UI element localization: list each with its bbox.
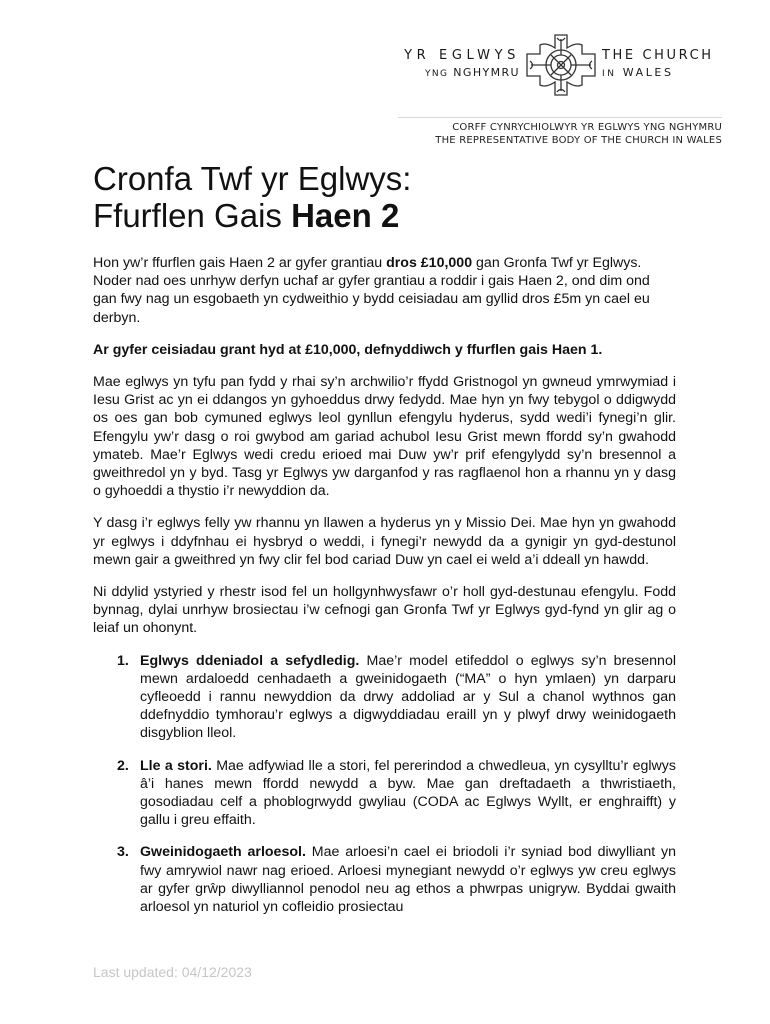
list-text: Mae arloesi’n cael ei briodoli i’r syniad bod diwylliant yn fwy amrywiol nawr nag erioed. Arloesi mynegiant newydd o’r eglwys yw creu eglwys ar gyfer grŵp diwylliannol penodol neu ag ethos a phwrpas unigryw. Byddai gwaith arloesol yn naturiol yn cofleidio prosiectau: [140, 844, 677, 916]
intro-bold: dros £10,000: [386, 255, 473, 271]
english-name-main: WALES: [622, 66, 674, 79]
intro-part1: Hon yw’r ffurflen gais Haen 2 ar gyfer grantiau: [93, 255, 387, 271]
list-heading: Eglwys ddeniadol a sefydledig.: [140, 652, 360, 669]
english-name-line2: [602, 66, 732, 81]
celtic-cross-logo-icon: [526, 34, 596, 96]
list-heading: Gweinidogaeth arloesol.: [140, 844, 306, 861]
body-paragraph-1: Mae eglwys yn tyfu pan fydd y rhai sy’n archwilio’r ffydd Gristnogol yn gwneud ymrwymiad i Iesu Grist ac yn ei ddangos yn gyhoeddus drwy fedydd. Mae hyn yn fwy tebygol o ddigwydd os oes gan bob cymuned eglwys leol gynllun efengylu hyderus, sydd wedi’i fynegi’n glir. Efengylu yw’r dasg o roi gwybod am gariad achubol Iesu Grist mewn ffordd sy’n gwahodd ymateb. Mae’r Eglwys wedi credu erioed mai Duw yw’r prif efengylydd sy’n bresennol a gweithredol yn y byd. Tasg yr Eglwys yw darganfod y ras ragflaenol hon a rhannu yn y dasg o gyhoeddi a thystio i’r newyddion da.: [93, 374, 676, 500]
list-number: 3.: [117, 844, 129, 861]
header-divider: [398, 117, 722, 118]
list-number: 1.: [117, 652, 129, 669]
church-in-wales-header: [398, 34, 728, 94]
intro-part2: gan Gronfa Twf yr Eglwys. Noder nad oes unrhyw derfyn uchaf ar gyfer grantiau a roddir i gais Haen 2, ond dim ond gan fwy nag un esgobaeth yn cydweithio y bydd ceisiadau am gyllid dros £5m yn cael eu derbyn.: [93, 255, 650, 326]
last-updated-footer: Last updated: 04/12/2023: [93, 964, 252, 980]
representative-body-header: [398, 121, 722, 147]
english-name-block: [602, 48, 732, 81]
representative-body-welsh: CORFF CYNRYCHIOLWYR YR EGLWYS YNG NGHYMRU: [452, 122, 722, 133]
welsh-name-line2: [398, 66, 520, 81]
page-title: [93, 160, 411, 234]
list-text: Mae’r model etifeddol o eglwys sy’n bresennol mewn ardaloedd cenhadaeth a gweinidogaeth (“MA” o hyn ymlaen) yn darparu cyfleoedd i rannu newyddion da drwy addoliad ar y Sul a chanol wythnos gan ddefnyddio tymhorau’r eglwys a digwyddiadau eraill yn y plwyf drwy weinidogaeth disgyblion lleol.: [140, 652, 676, 742]
title-line2-bold: Haen 2: [291, 197, 400, 234]
title-line2-prefix: Ffurflen Gais: [93, 197, 292, 234]
tier1-notice: Ar gyfer ceisiadau grant hyd at £10,000, defnyddiwch y ffurflen gais Haen 1.: [93, 341, 603, 358]
body-paragraph-3: Ni ddylid ystyried y rhestr isod fel un hollgynhwysfawr o’r holl gyd-destunau efengylu. Fodd bynnag, dylai unrhyw brosiectau i’w cefnogi gan Gronfa Twf yr Eglwys gyd-fynd yn glir ag o leiaf un ohonynt.: [93, 584, 676, 637]
list-heading: Lle a stori.: [140, 757, 212, 774]
list-item: [93, 843, 676, 916]
list-item: [93, 652, 676, 743]
document-body: [93, 254, 676, 930]
list-number: 2.: [117, 757, 129, 774]
representative-body-english: THE REPRESENTATIVE BODY OF THE CHURCH IN WALES: [435, 135, 722, 146]
welsh-name-small: YNG: [424, 69, 449, 79]
evangelism-contexts-list: [93, 652, 676, 917]
list-text: Mae adfywiad lle a stori, fel pererindod a chwedleua, yn cysylltu’r eglwys â’i hanes mewn ffordd newydd a byw. Mae gan dreftadaeth a thwristiaeth, gosodiadau celf a phoblogrwydd gwyliau (CODA ac Eglwys Wyllt, er enghraifft) y gallu i greu effaith.: [140, 757, 676, 829]
welsh-name-main: NGHYMRU: [453, 66, 520, 79]
english-name-small: IN: [602, 69, 617, 79]
body-paragraph-2: Y dasg i’r eglwys felly yw rhannu yn llawen a hyderus yn y Missio Dei. Mae hyn yn gwahodd yr eglwys i ddyfnhau ei hysbryd o weddi, i fynegi’r newydd da a gynigir yn gyd-destunol mewn gair a gweithred yn fwy clir fel bod cariad Duw yn cael ei weld a’i ddeall yn hawdd.: [93, 515, 676, 568]
intro-paragraph: [93, 254, 676, 327]
welsh-name-block: [398, 48, 520, 81]
title-line1: Cronfa Twf yr Eglwys:: [93, 160, 412, 197]
english-name-line1: THE CHURCH: [602, 48, 714, 63]
list-item: [93, 757, 676, 830]
welsh-name-line1: YR EGLWYS: [404, 48, 520, 63]
